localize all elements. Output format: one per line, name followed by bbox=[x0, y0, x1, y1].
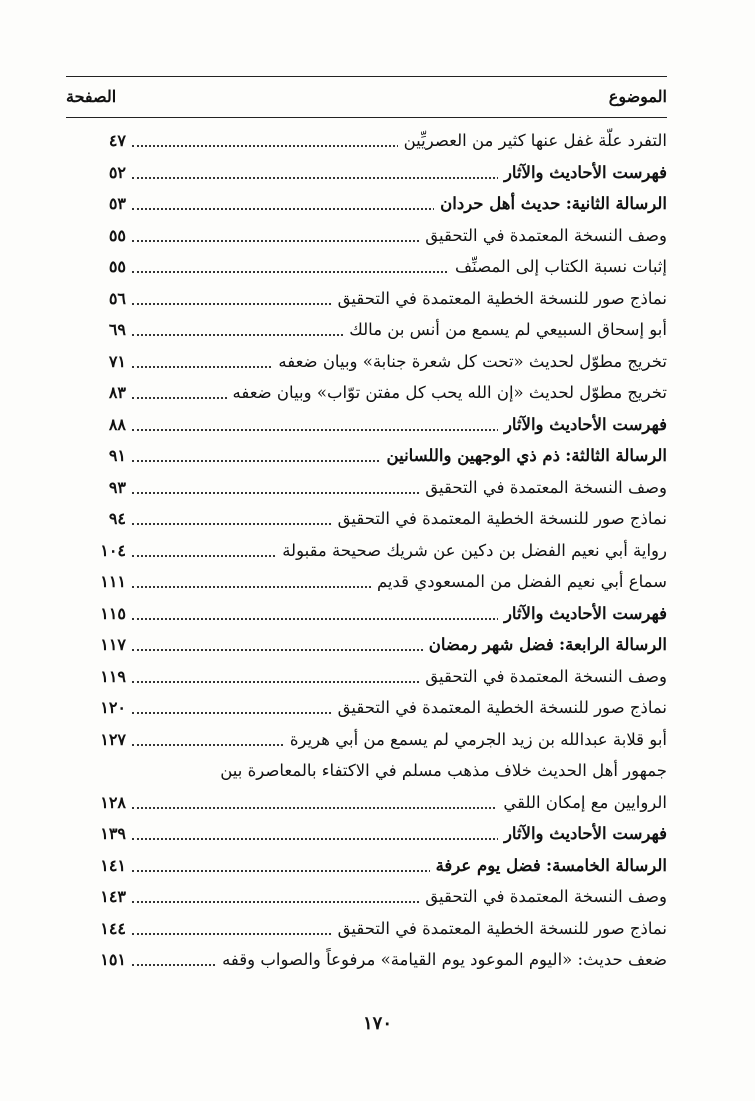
toc-entry bbox=[66, 506, 667, 538]
toc-entry-text: الروايين مع إمكان اللقي bbox=[503, 792, 667, 812]
toc-entry-page: ١٤٤ bbox=[100, 918, 126, 938]
toc-entry bbox=[66, 128, 667, 160]
toc-entry-title bbox=[371, 572, 667, 591]
toc-entry bbox=[66, 727, 667, 759]
toc-entry bbox=[66, 412, 667, 444]
toc-entry bbox=[66, 380, 667, 412]
toc-entry bbox=[66, 160, 667, 192]
toc-entry-title bbox=[419, 667, 667, 686]
toc-entry-text: فضل شهر رمضان bbox=[428, 635, 554, 654]
toc-entry-text: وصف النسخة المعتمدة في التحقيق bbox=[425, 887, 667, 906]
toc-entry-page: ١٥١ bbox=[100, 950, 126, 969]
toc-entry-page: ١٢٧ bbox=[100, 729, 126, 749]
toc-entry bbox=[66, 601, 667, 633]
toc-entry-title bbox=[227, 383, 667, 402]
toc-entry-page: ١٣٩ bbox=[100, 824, 126, 843]
toc-entry-page: ١١١ bbox=[100, 572, 126, 591]
toc-entry-text: رواية أبي نعيم الفضل بن دكين عن شريك صحيحة مقبولة bbox=[282, 540, 667, 560]
toc-entry-title bbox=[497, 793, 667, 812]
toc-entry-text: أبو قلابة عبدالله بن زيد الجرمي لم يسمع من أبي هريرة bbox=[289, 729, 667, 749]
toc-entry-title bbox=[498, 604, 667, 623]
toc-entry-title bbox=[419, 478, 667, 497]
toc-entry-title bbox=[332, 289, 667, 308]
toc-entry-title bbox=[498, 824, 667, 843]
toc-entry-text: ضعف حديث: «اليوم الموعود يوم القيامة» مرفوعاً والصواب وقفه bbox=[222, 950, 667, 969]
toc-entry-title bbox=[430, 856, 667, 875]
toc-entry bbox=[66, 254, 667, 286]
toc-entry bbox=[66, 632, 667, 664]
topic-column-label: الموضوع bbox=[608, 87, 667, 106]
toc-entry-title bbox=[332, 509, 667, 528]
toc-entry-text: سماع أبي نعيم الفضل من المسعودي قديم bbox=[376, 572, 667, 591]
toc-entry-page: ٥٥ bbox=[108, 225, 126, 245]
toc-entry-page: ١٢٨ bbox=[100, 792, 126, 812]
toc-entry-title bbox=[498, 163, 667, 182]
toc-entry-title bbox=[214, 761, 667, 780]
toc-entry-title bbox=[284, 730, 667, 749]
toc-entry-page: ١٤١ bbox=[100, 855, 126, 875]
toc-entry bbox=[66, 443, 667, 475]
toc-entry-title bbox=[343, 320, 667, 339]
toc-entry-text: أبو إسحاق السبيعي لم يسمع من أنس بن مالك bbox=[349, 320, 667, 339]
toc-entry-title bbox=[419, 226, 667, 245]
toc-entry-title bbox=[272, 352, 667, 371]
toc-entry bbox=[66, 695, 667, 727]
toc-entry-text: فهرست الأحاديث والآثار bbox=[503, 162, 667, 182]
toc-entry-title bbox=[449, 257, 667, 276]
toc-entry bbox=[66, 349, 667, 381]
toc-entry-title bbox=[381, 446, 667, 465]
toc-entry bbox=[66, 821, 667, 853]
toc-header bbox=[66, 76, 667, 118]
toc-entry-text: جمهور أهل الحديث خلاف مذهب مسلم في الاكتفاء بالمعاصرة بين bbox=[220, 761, 667, 780]
toc-entry-page: ٥٥ bbox=[108, 257, 126, 276]
toc-entry bbox=[66, 223, 667, 255]
toc-entry-page: ٩٣ bbox=[108, 477, 126, 497]
toc-entry-page: ١١٧ bbox=[100, 635, 126, 654]
toc-entry-text: نماذج صور للنسخة الخطية المعتمدة في التحقيق bbox=[337, 918, 667, 938]
toc-entry-title bbox=[216, 950, 667, 969]
toc-entry-title bbox=[276, 541, 667, 560]
toc-entry-text: وصف النسخة المعتمدة في التحقيق bbox=[425, 477, 667, 497]
toc-entry-text: التفرد علّة غفل عنها كثير من العصريِّين bbox=[403, 131, 667, 150]
toc-entry-prefix: الرسالة الرابعة: bbox=[559, 635, 667, 654]
toc-entry-prefix: الرسالة الثالثة: bbox=[565, 446, 667, 465]
toc-entry-text: حديث أهل حردان bbox=[440, 194, 561, 213]
toc-entry bbox=[66, 569, 667, 601]
toc-entry-page: ٩١ bbox=[108, 446, 126, 465]
toc-entry-title bbox=[434, 194, 667, 213]
toc-entry bbox=[66, 947, 667, 979]
page-number: ١٧٠ bbox=[362, 1013, 392, 1034]
toc-entry-text: فضل يوم عرفة bbox=[435, 855, 541, 875]
toc-entry-page: ٥٢ bbox=[108, 162, 126, 182]
toc-entry bbox=[66, 853, 667, 885]
toc-entry-text: فهرست الأحاديث والآثار bbox=[503, 824, 667, 843]
toc-entry-prefix: الرسالة الثانية: bbox=[565, 194, 667, 213]
toc-entry bbox=[66, 916, 667, 948]
toc-entry-page: ٥٦ bbox=[108, 288, 126, 308]
toc-entry-page: ١١٩ bbox=[100, 666, 126, 686]
toc-entry-page: ٩٤ bbox=[108, 509, 126, 528]
toc-entry-text: نماذج صور للنسخة الخطية المعتمدة في التحقيق bbox=[337, 698, 667, 717]
toc-entry-page: ٨٣ bbox=[108, 383, 126, 402]
toc-entry-title bbox=[332, 919, 667, 938]
toc-entry-text: ذم ذي الوجهين واللسانين bbox=[386, 446, 560, 465]
toc-entry-page: ٥٣ bbox=[108, 194, 126, 213]
toc-entry-page: ٨٨ bbox=[108, 414, 126, 434]
toc-entry-text: فهرست الأحاديث والآثار bbox=[503, 603, 667, 623]
toc-entry bbox=[66, 790, 667, 822]
toc-entry-title bbox=[332, 698, 667, 717]
toc-entry bbox=[66, 758, 667, 790]
toc-entry-page: ١٤٣ bbox=[100, 887, 126, 906]
toc-entry-page: ٤٧ bbox=[108, 131, 126, 150]
toc-entry-prefix: الرسالة الخامسة: bbox=[546, 855, 667, 875]
toc-entry bbox=[66, 317, 667, 349]
toc-entry-text: وصف النسخة المعتمدة في التحقيق bbox=[425, 225, 667, 245]
toc-entry-text: فهرست الأحاديث والآثار bbox=[503, 414, 667, 434]
toc-entry-title bbox=[498, 415, 667, 434]
toc-entry-page: ٧١ bbox=[108, 351, 126, 371]
toc-entry-text: إثبات نسبة الكتاب إلى المصنِّف bbox=[455, 257, 667, 276]
toc-entry bbox=[66, 884, 667, 916]
page-column-label: الصفحة bbox=[66, 87, 117, 106]
toc-entry bbox=[66, 191, 667, 223]
toc-entry bbox=[66, 286, 667, 318]
toc-entry-page: ١١٥ bbox=[100, 603, 126, 623]
toc-entry-text: نماذج صور للنسخة الخطية المعتمدة في التحقيق bbox=[337, 288, 667, 308]
toc-list bbox=[66, 128, 667, 979]
toc-entry-page: ١٢٠ bbox=[100, 698, 126, 717]
toc-entry-text: تخريج مطوّل لحديث «إن الله يحب كل مفتن توّاب» وبيان ضعفه bbox=[232, 383, 667, 402]
toc-entry bbox=[66, 475, 667, 507]
toc-entry-text: نماذج صور للنسخة الخطية المعتمدة في التحقيق bbox=[337, 509, 667, 528]
toc-entry-text: تخريج مطوّل لحديث «تحت كل شعرة جنابة» وبيان ضعفه bbox=[278, 351, 667, 371]
toc-entry bbox=[66, 538, 667, 570]
toc-entry-title bbox=[423, 635, 667, 654]
toc-entry-title bbox=[398, 131, 667, 150]
toc-entry bbox=[66, 664, 667, 696]
toc-entry-page: ١٠٤ bbox=[100, 540, 126, 560]
toc-entry-title bbox=[419, 887, 667, 906]
toc-entry-text: وصف النسخة المعتمدة في التحقيق bbox=[425, 666, 667, 686]
toc-entry-page: ٦٩ bbox=[108, 320, 126, 339]
